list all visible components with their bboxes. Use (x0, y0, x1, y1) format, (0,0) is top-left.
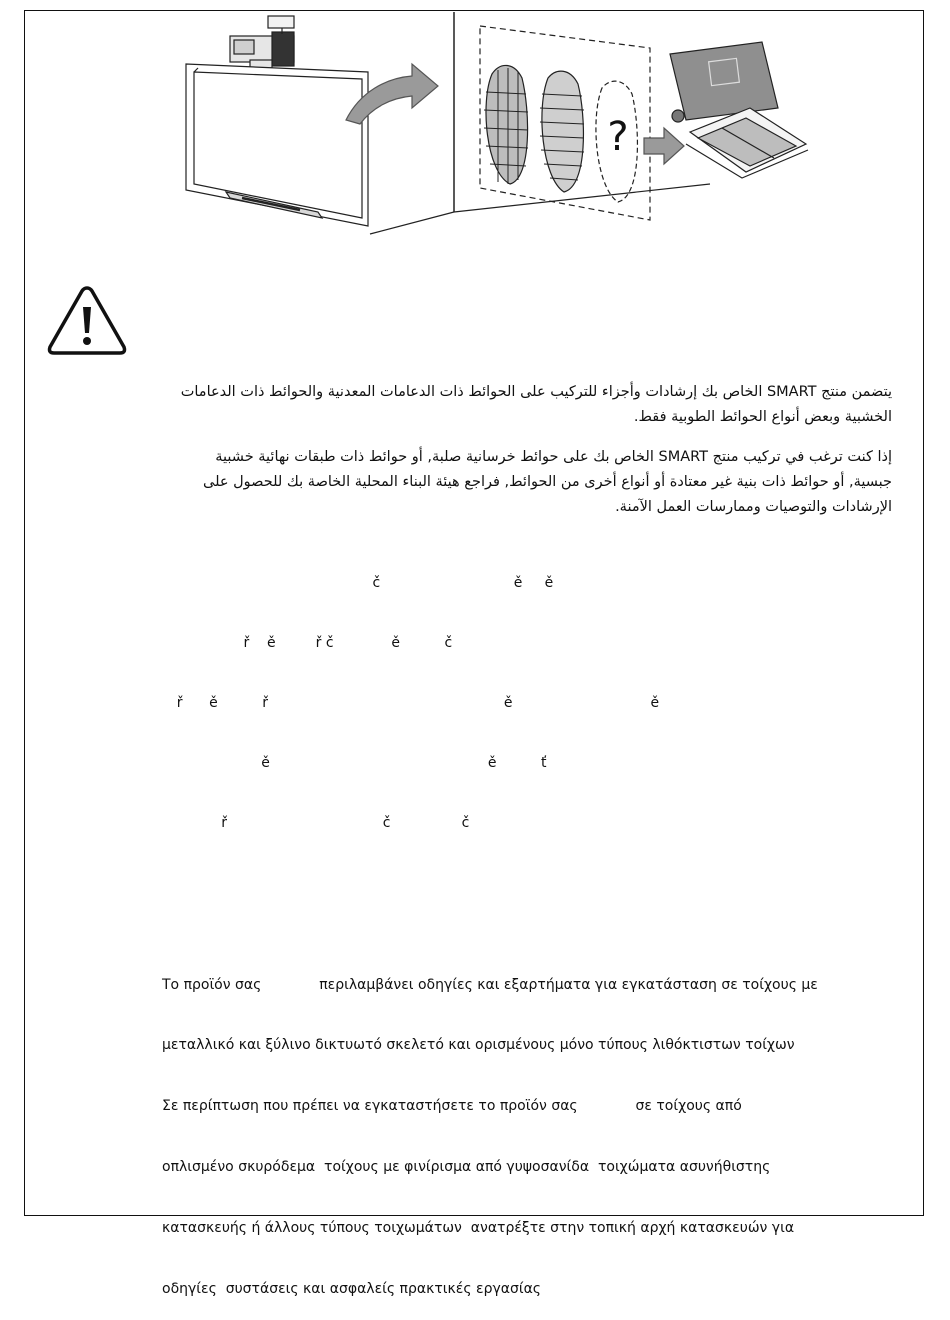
arabic-paragraph-1: يتضمن منتج SMART الخاص بك إرشادات وأجزاء للتركيب على الحوائط ذات الدعامات المعدنية والحوائط ذات الدعامات الخشبية وبعض أنواع الحوائط الطوبية فقط. (180, 384, 892, 425)
projector-icon (230, 16, 294, 74)
greek-line: κατασκευής ή άλλους τύπους τοιχωμάτων ανατρέξτε στην τοπική αρχή κατασκευών για (162, 1220, 795, 1237)
greek-line: Σε περίπτωση που πρέπει να εγκαταστήσετε το προϊόν σας σε τοίχους από (162, 1098, 742, 1115)
greek-line: μεταλλικό και ξύλινο δικτυωτό σκελετό και ορισμένους μόνο τύπους λιθόκτιστων τοίχων (162, 1037, 795, 1054)
greek-line: οπλισμένο σκυρόδεμα τοίχους με φινίρισμα από γυψοσανίδα τοιχώματα ασυνήθιστης (162, 1159, 771, 1176)
wall-mounting-illustration (150, 12, 810, 244)
wood-stud-wall-icon (540, 71, 584, 192)
czech-line: ř ě ř č ě č (150, 635, 453, 651)
greek-line: Το προϊόν σας περιλαμβάνει οδηγίες και εξαρτήματα για εγκατάσταση σε τοίχους με (162, 976, 818, 993)
czech-line: ě ě ť (150, 755, 547, 771)
greek-line: οδηγίες συστάσεις και ασφαλείς πρακτικές εργασίας (162, 1281, 542, 1298)
metal-stud-wall-icon (484, 65, 528, 184)
interactive-whiteboard-icon (186, 64, 368, 226)
warning-triangle-icon (46, 283, 128, 357)
czech-line: ř ě ř ě ě (150, 695, 660, 711)
question-mark: ? (607, 114, 629, 160)
greek-paragraph (162, 934, 897, 1320)
czech-paragraph (150, 533, 890, 853)
czech-line: č ě ě (150, 575, 554, 591)
manual-icon (686, 108, 808, 178)
arabic-paragraph-2: إذا كنت ترغب في تركيب منتج SMART الخاص بك على حوائط خرسانية صلبة, أو حوائط ذات طبقات نهائية خشبية جبسية, أو حوائط ذات بنية غير معتادة أو أنواع أخرى من الحوائط, فراجع هيئة البناء المحلية الخاصة بك للحصول على الإرشادات والتوصيات وممارسات العمل الآمنة. (203, 449, 892, 515)
czech-line: ř č č (150, 815, 470, 831)
blueprint-icon (670, 42, 778, 122)
